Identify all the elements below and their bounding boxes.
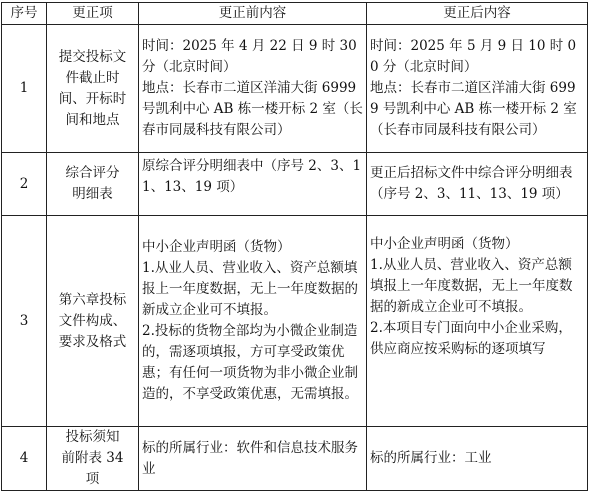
header-before: 更正前内容 — [139, 3, 367, 25]
before-line: 标的所属行业：软件和信息技术服务业 — [142, 439, 358, 477]
before-line: 原综合评分明细表中（序号 2、3、11、13、19 项） — [142, 158, 362, 195]
row-before — [139, 216, 367, 427]
table-row — [2, 25, 588, 153]
row-before — [139, 153, 367, 216]
row-item: 提交投标文件截止时间、开标时间和地点 — [47, 25, 139, 153]
correction-table — [1, 2, 588, 491]
row-before — [139, 427, 367, 491]
row-item: 综合评分明细表 — [47, 153, 139, 216]
after-line: 地点：长春市二道区洋浦大街 6999 号凯利中心 AB 栋一楼开标 2 室（长春市同晟科技有限公司） — [370, 80, 577, 138]
row-number: 2 — [2, 153, 47, 216]
row-number: 1 — [2, 25, 47, 153]
row-after — [367, 153, 588, 216]
after-line: 标的所属行业：工业 — [370, 450, 492, 466]
after-line: 1.从业人员、营业收入、资产总额填报上一年度数据，无上一年度数据的新成立企业可不填报。 — [370, 257, 573, 315]
before-line: 1.从业人员、营业收入、资产总额填报上一年度数据，无上一年度数据的新成立企业可不填报。 — [142, 260, 358, 318]
header-after: 更正后内容 — [367, 3, 588, 25]
row-number: 4 — [2, 427, 47, 491]
table-header-row — [2, 3, 588, 25]
after-line: 中小企业声明函（货物） — [370, 236, 519, 252]
before-line: 时间：2025 年 4 月 22 日 9 时 30 分（北京时间） — [142, 38, 357, 75]
table-row — [2, 216, 588, 427]
before-line: 地点：长春市二道区洋浦大街 6999 号凯利中心 AB 栋一楼开标 2 室（长春市同晟科技有限公司） — [142, 80, 363, 138]
header-item: 更正项 — [47, 3, 139, 25]
after-line: 更正后招标文件中综合评分明细表（序号 2、3、11、13、19 项） — [370, 165, 573, 202]
row-item: 第六章投标文件构成、要求及格式 — [47, 216, 139, 427]
row-before — [139, 25, 367, 153]
table-row — [2, 427, 588, 491]
row-after — [367, 216, 588, 427]
row-item: 投标须知前附表 34 项 — [47, 427, 139, 491]
after-line: 时间：2025 年 5 月 9 日 10 时 00 分（北京时间） — [370, 38, 577, 75]
row-after — [367, 427, 588, 491]
table-row — [2, 153, 588, 216]
before-line: 中小企业声明函（货物） — [142, 239, 291, 255]
row-number: 3 — [2, 216, 47, 427]
header-no: 序号 — [2, 3, 47, 25]
before-line: 2.投标的货物全部均为小微企业制造的，需逐项填报，方可享受政策优惠；有任何一项货物为非小微企业制造的，不享受政策优惠，无需填报。 — [142, 323, 358, 402]
after-line: 2.本项目专门面向中小企业采购，供应商应按采购标的逐项填写 — [370, 320, 572, 357]
row-after — [367, 25, 588, 153]
